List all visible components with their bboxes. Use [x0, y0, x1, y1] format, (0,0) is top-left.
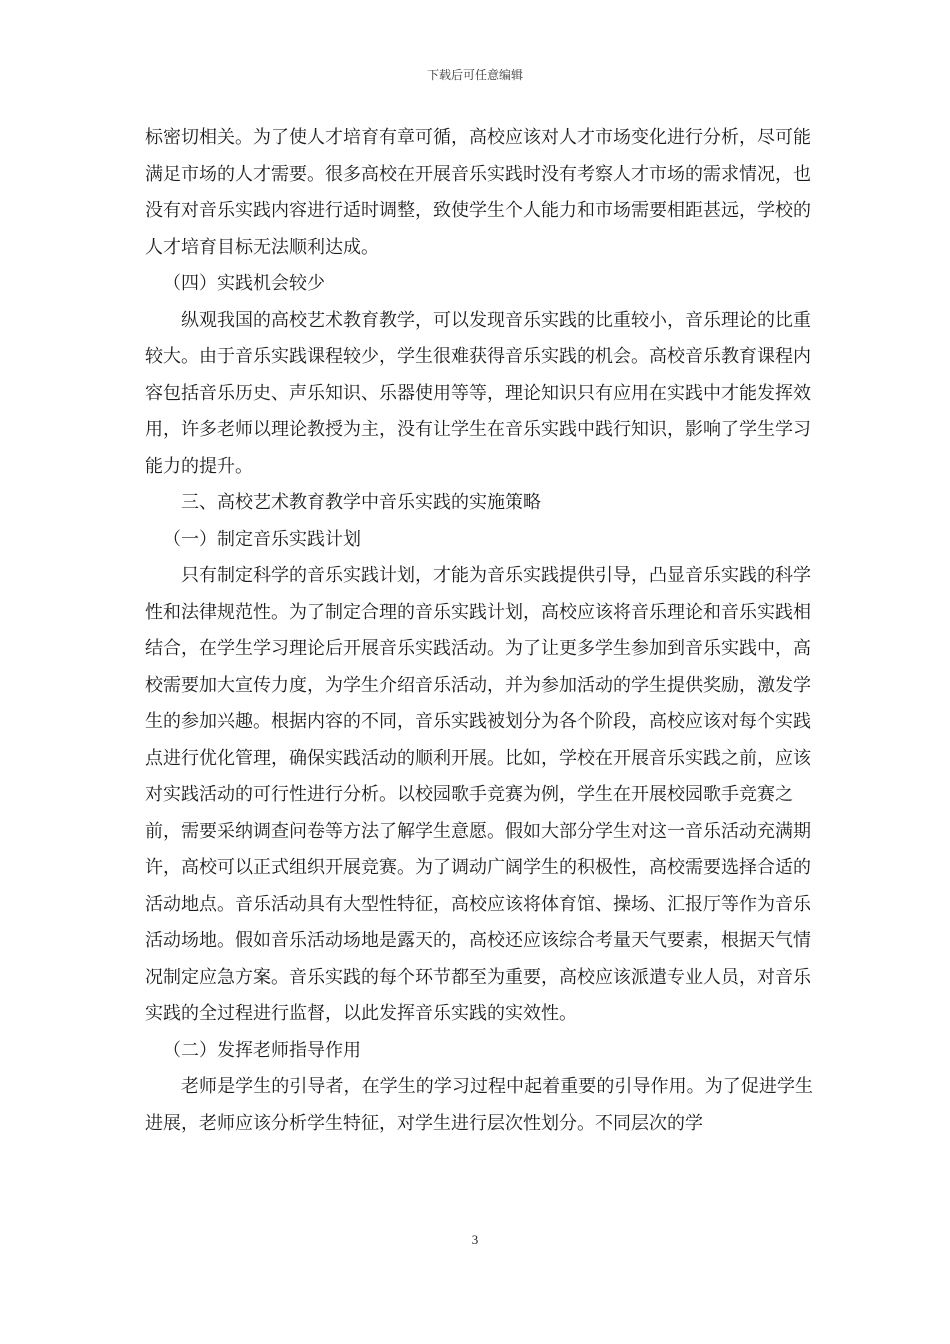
page-header: 下载后可任意编辑: [426, 68, 523, 82]
paragraph-practice-opportunities: 纵观我国的高校艺术教育教学，可以发现音乐实践的比重较小，音乐理论的比重较大。由于音乐实践课程较少，学生很难获得音乐实践的机会。高校音乐教育课程内容包括音乐历史、声乐知识、乐器使用等等，理论知识只有应用在实践中才能发挥效用，许多老师以理论教授为主，没有让学生在音乐实践中践行知识，影响了学生学习能力的提升。: [145, 309, 811, 477]
section-heading-2: （二）发挥老师指导作用: [163, 1039, 361, 1061]
paragraph-continuation: 标密切相关。为了使人才培育有章可循，高校应该对人才市场变化进行分析，尽可能满足市场的人才需要。很多高校在开展音乐实践时没有考察人才市场的需求情况，也没有对音乐实践内容进行适时调整，致使学生个人能力和市场需要相距甚远，学校的人才培育目标无法顺利达成。: [145, 127, 811, 258]
section-heading-1: （一）制定音乐实践计划: [163, 528, 361, 550]
paragraph-practice-plan: 只有制定科学的音乐实践计划，才能为音乐实践提供引导，凸显音乐实践的科学性和法律规范性。为了制定合理的音乐实践计划，高校应该将音乐理论和音乐实践相结合，在学生学习理论后开展音乐实践活动。为了让更多学生参加到音乐实践中，高校需要加大宣传力度，为学生介绍音乐活动，并为参加活动的学生提供奖励，激发学生的参加兴趣。根据内容的不同，音乐实践被划分为各个阶段，高校应该对每个实践点进行优化管理，确保实践活动的顺利开展。比如，学校在开展音乐实践之前，应该对实践活动的可行性进行分析。以校园歌手竞赛为例，学生在开展校园歌手竞赛之前，需要采纳调查问卷等方法了解学生意愿。假如大部分学生对这一音乐活动充满期许，高校可以正式组织开展竞赛。为了调动广阔学生的积极性，高校需要选择合适的活动地点。音乐活动具有大型性特征，高校应该将体育馆、操场、汇报厅等作为音乐活动场地。假如音乐活动场地是露天的，高校还应该综合考量天气要素，根据天气情况制定应急方案。音乐实践的每个环节都至为重要，高校应该派遣专业人员，对音乐实践的全过程进行监督，以此发挥音乐实践的实效性。: [145, 565, 811, 1024]
section-heading-4: （四）实践机会较少: [163, 273, 325, 294]
paragraph-teacher-guidance: 老师是学生的引导者，在学生的学习过程中起着重要的引导作用。为了促进学生进展，老师应该分析学生特征，对学生进行层次性划分。不同层次的学: [145, 1076, 813, 1134]
document-body: [145, 120, 813, 1142]
page-number: 3: [471, 1232, 479, 1247]
chapter-heading-3: 三、高校艺术教育教学中音乐实践的实施策略: [181, 492, 541, 513]
